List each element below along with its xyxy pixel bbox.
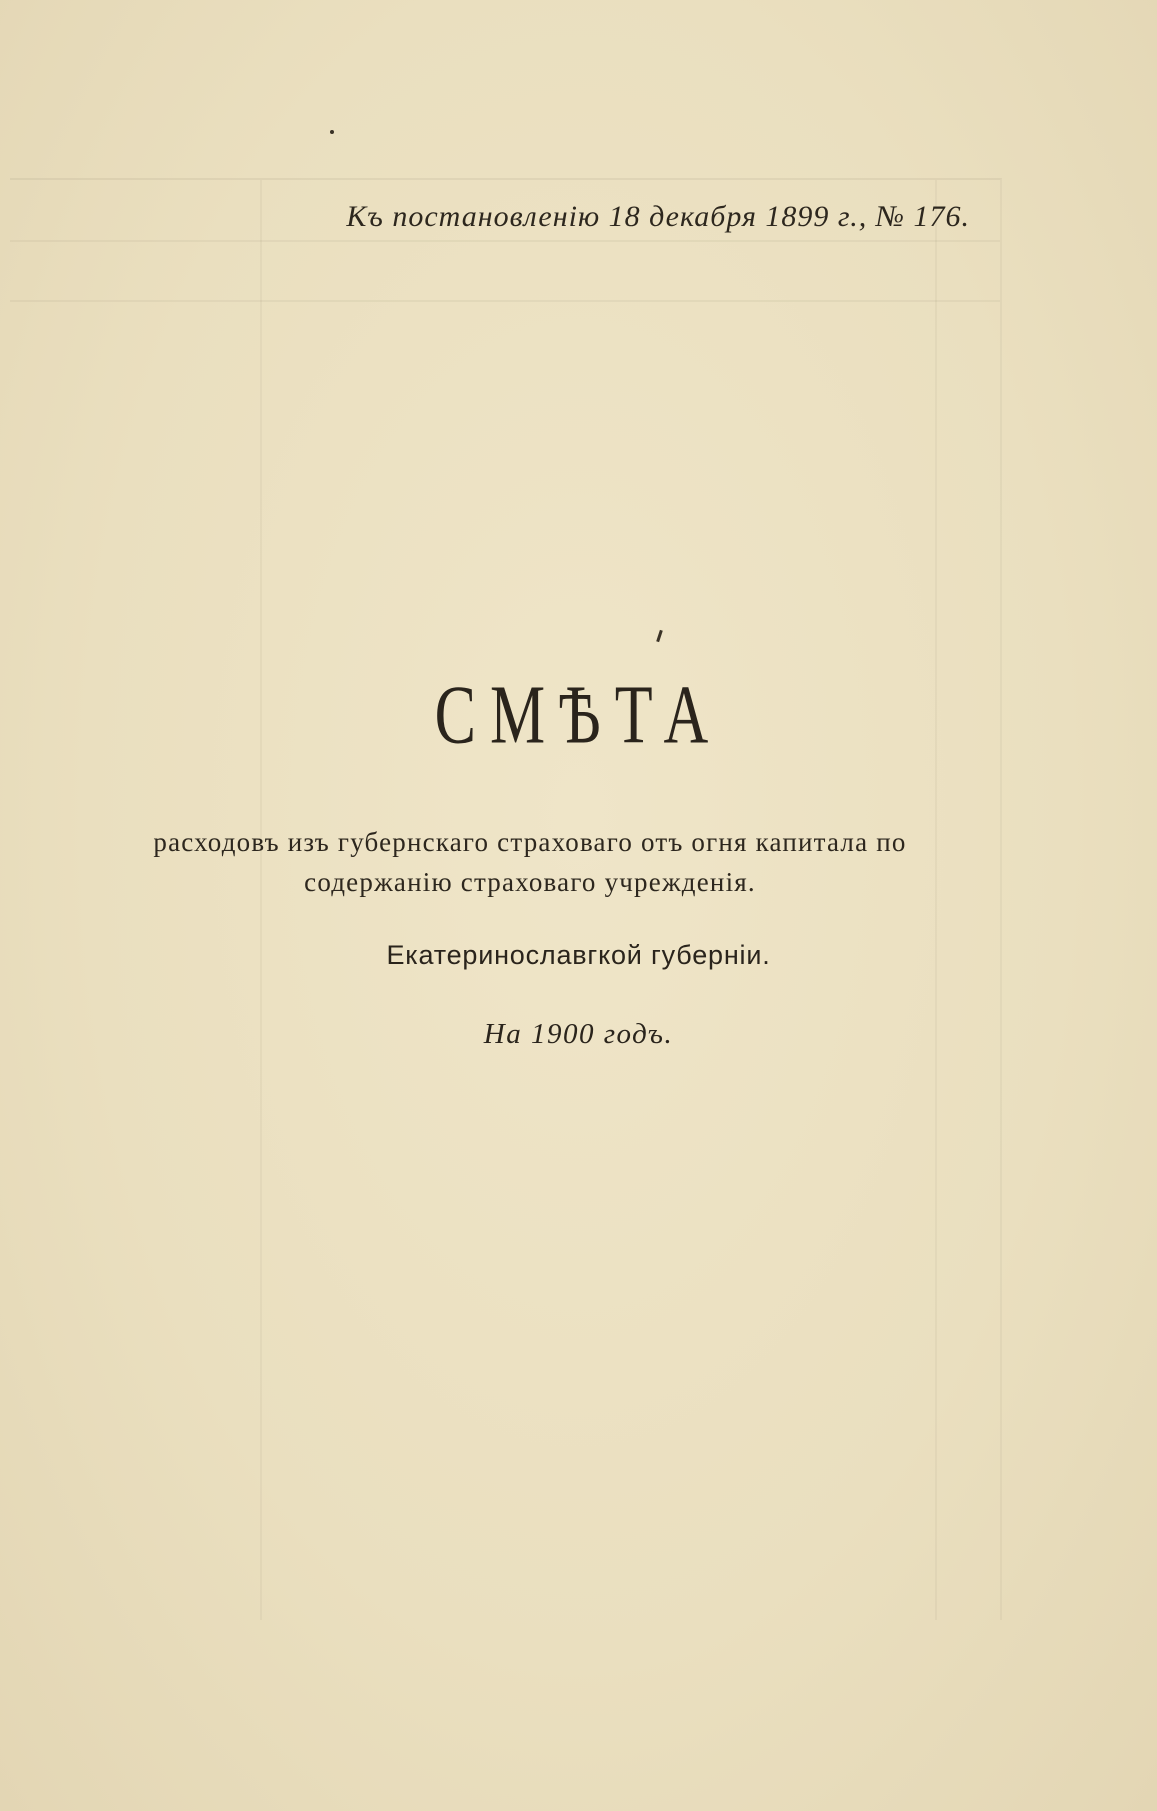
ink-speck: [330, 130, 334, 134]
year-line: На 1900 годъ.: [483, 1018, 674, 1050]
document-subtitle: расходовъ изъ губернскаго страховаго отъ огня капитала по содержанію страховаго учрежденія.: [153, 827, 907, 897]
header-reference: Къ постановленію 18 декабря 1899 г., № 176.: [346, 200, 970, 233]
document-title: СМѢТА: [434, 669, 723, 762]
province-line: Екатеринославгкой губерніи.: [386, 940, 771, 970]
